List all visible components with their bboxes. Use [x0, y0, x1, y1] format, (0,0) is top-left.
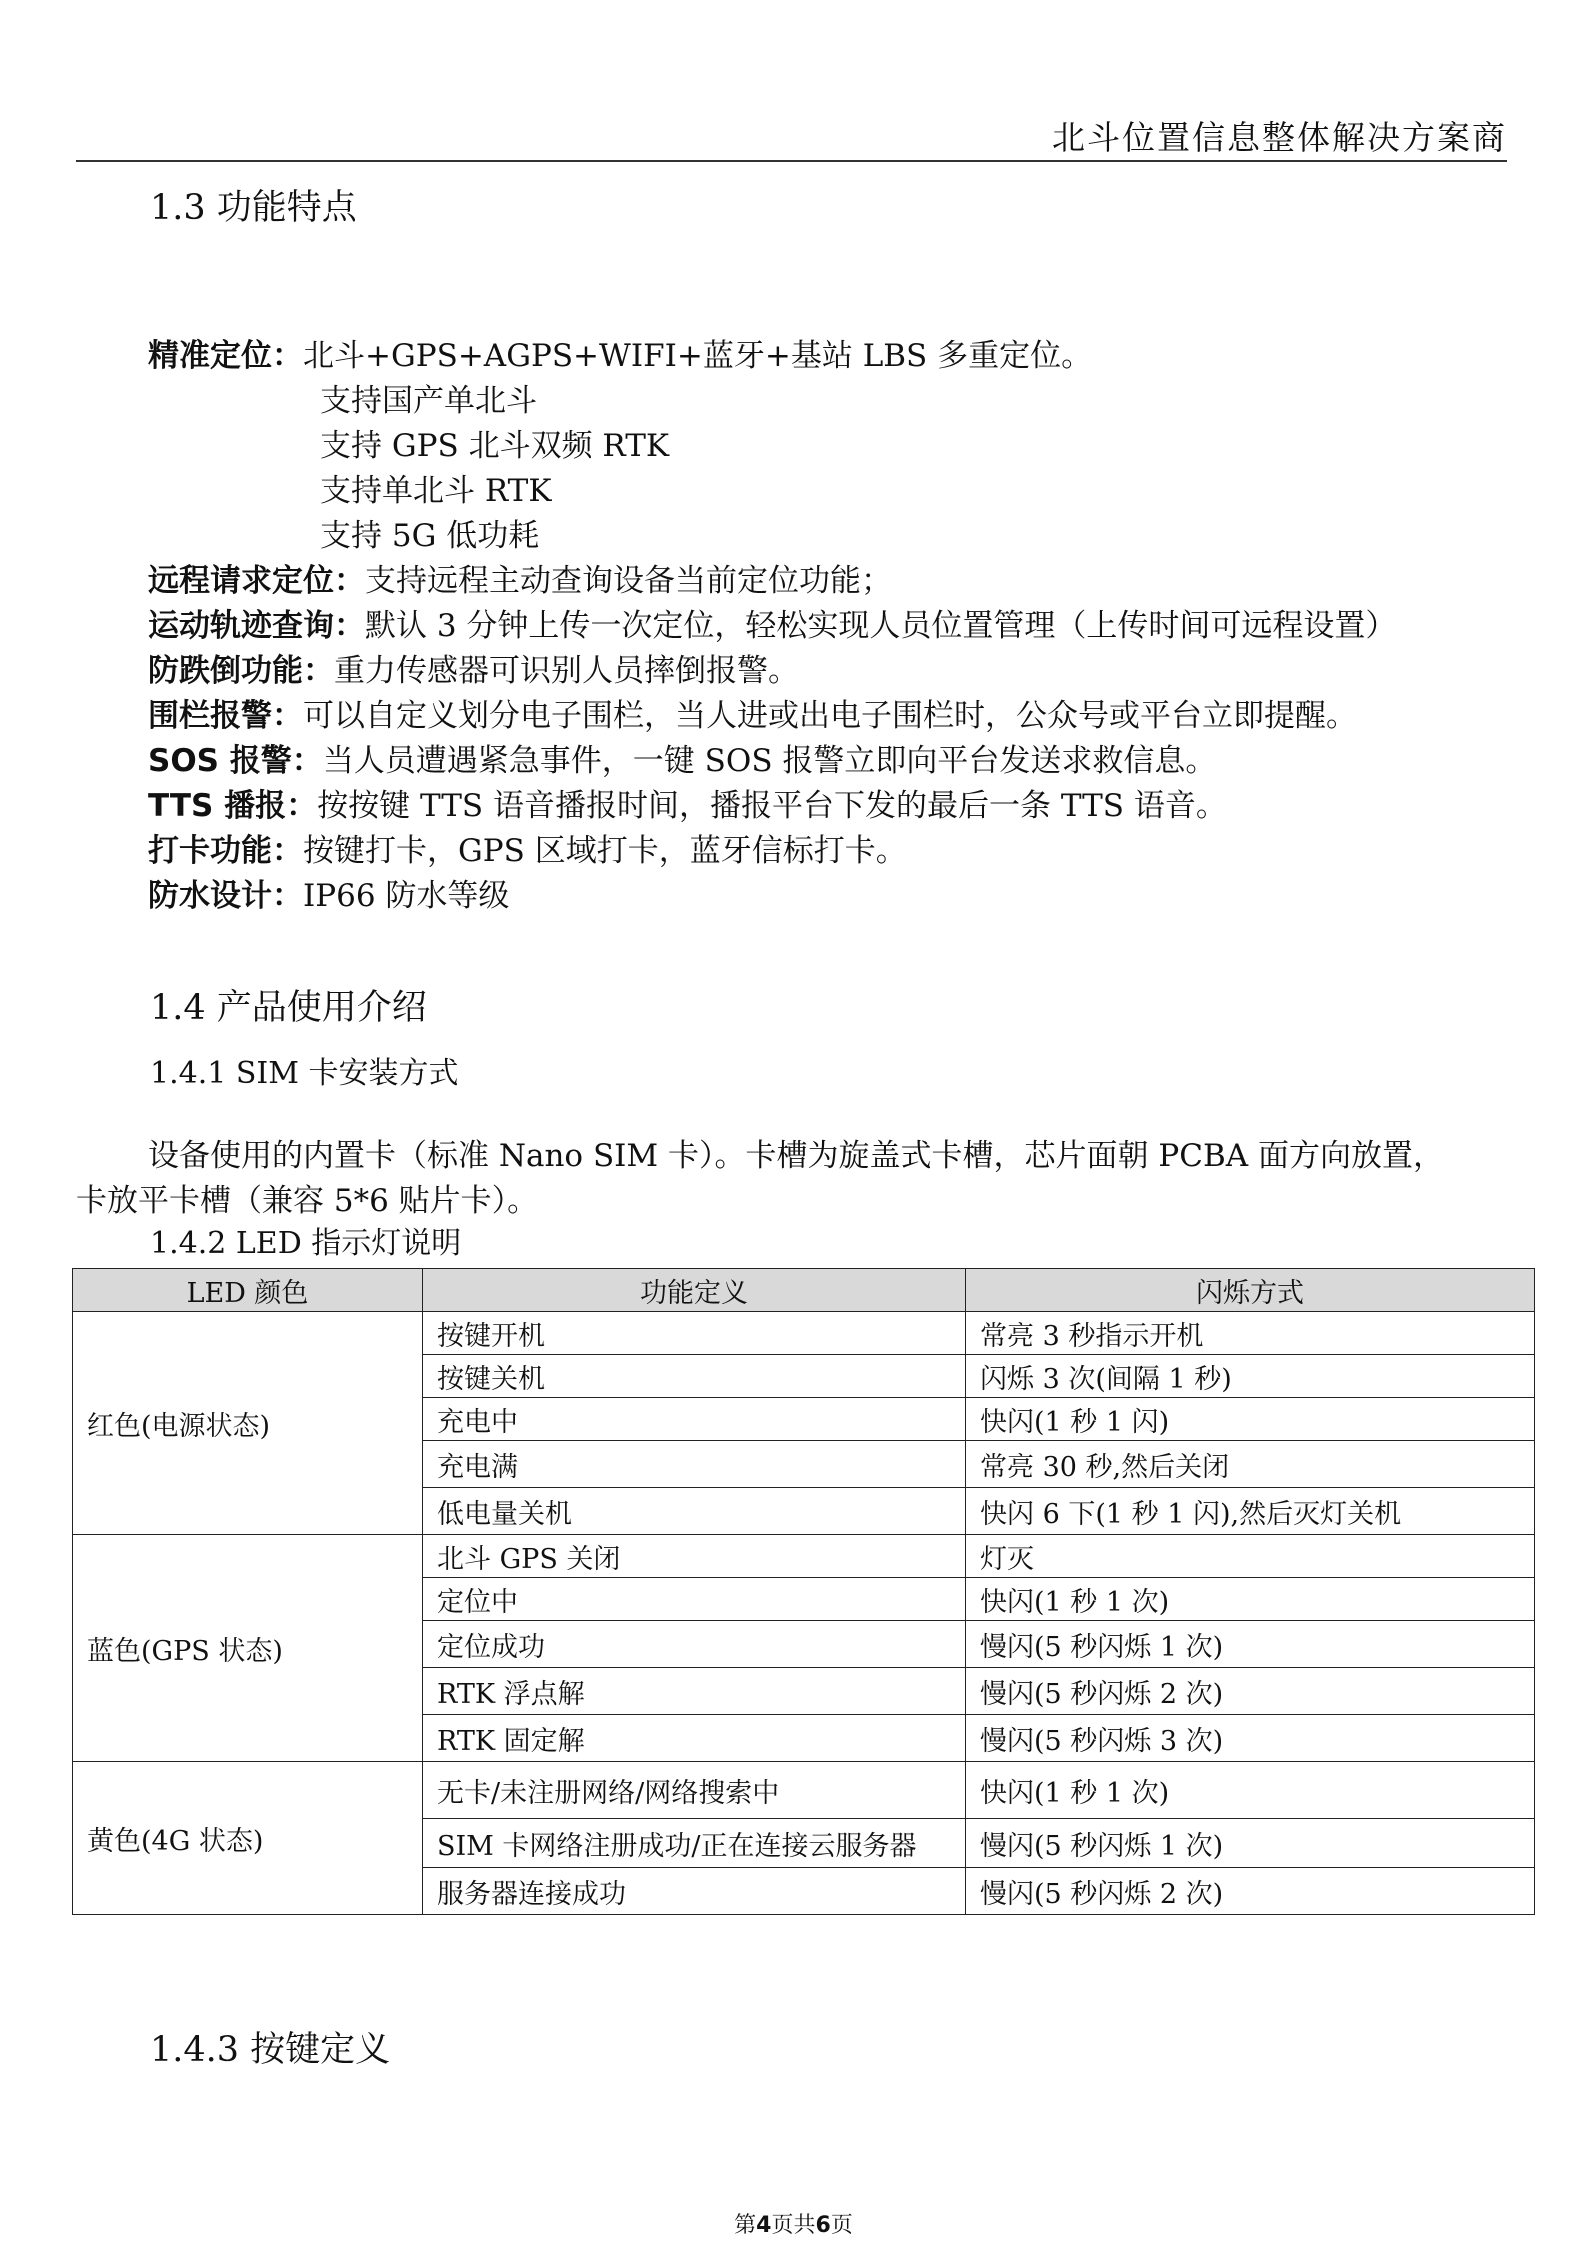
- function-cell: 充电满: [423, 1441, 966, 1488]
- blink-cell: 慢闪(5 秒闪烁 2 次): [966, 1668, 1535, 1715]
- function-cell: RTK 固定解: [423, 1715, 966, 1762]
- header-divider: [76, 160, 1507, 162]
- function-cell: 按键关机: [423, 1355, 966, 1398]
- blink-cell: 快闪 6 下(1 秒 1 闪),然后灭灯关机: [966, 1488, 1535, 1535]
- function-cell: 定位中: [423, 1578, 966, 1621]
- feature-geofence: [148, 690, 1357, 735]
- positioning-sub-item: 支持 5G 低功耗: [320, 518, 540, 554]
- footer-mid: 页共: [771, 2213, 816, 2238]
- footer-total-pages: 6: [815, 2213, 831, 2238]
- function-cell: RTK 浮点解: [423, 1668, 966, 1715]
- led-color-cell: 红色(电源状态): [73, 1312, 423, 1535]
- table-header-row: [73, 1269, 1535, 1312]
- blink-cell: 慢闪(5 秒闪烁 2 次): [966, 1868, 1535, 1915]
- sim-paragraph-line-2: 卡放平卡槽（兼容 5*6 贴片卡）。: [76, 1183, 539, 1219]
- positioning-sub-item: 支持单北斗 RTK: [320, 473, 552, 509]
- feature-fall-detection: [148, 645, 799, 690]
- feature-label: 围栏报警：: [148, 698, 303, 734]
- column-header: 闪烁方式: [966, 1269, 1535, 1312]
- function-cell: 按键开机: [423, 1312, 966, 1355]
- column-header: LED 颜色: [73, 1269, 423, 1312]
- feature-remote-request: [148, 555, 892, 600]
- feature-text: 按键打卡，GPS 区域打卡，蓝牙信标打卡。: [303, 833, 907, 869]
- positioning-sub-item: 支持 GPS 北斗双频 RTK: [320, 428, 670, 464]
- section-title-1-3: 1.3 功能特点: [150, 188, 357, 228]
- led-color-cell: 黄色(4G 状态): [73, 1762, 423, 1915]
- feature-text: 可以自定义划分电子围栏，当人进或出电子围栏时，公众号或平台立即提醒。: [303, 698, 1357, 734]
- feature-text: 默认 3 分钟上传一次定位，轻松实现人员位置管理（上传时间可远程设置）: [365, 608, 1397, 644]
- blink-cell: 闪烁 3 次(间隔 1 秒): [966, 1355, 1535, 1398]
- feature-text: 北斗+GPS+AGPS+WIFI+蓝牙+基站 LBS 多重定位。: [303, 338, 1093, 374]
- feature-label: 运动轨迹查询：: [148, 608, 365, 644]
- feature-label: 防水设计：: [148, 878, 303, 914]
- blink-cell: 快闪(1 秒 1 次): [966, 1762, 1535, 1819]
- feature-text: 支持远程主动查询设备当前定位功能；: [365, 563, 892, 599]
- feature-clock-in: [148, 825, 907, 870]
- feature-label: 精准定位：: [148, 338, 303, 374]
- feature-waterproof: [148, 870, 509, 915]
- blink-cell: 慢闪(5 秒闪烁 1 次): [966, 1621, 1535, 1668]
- table-row: [73, 1535, 1535, 1578]
- function-cell: 北斗 GPS 关闭: [423, 1535, 966, 1578]
- feature-label: TTS 播报：: [148, 788, 318, 824]
- blink-cell: 慢闪(5 秒闪烁 1 次): [966, 1819, 1535, 1868]
- feature-label: SOS 报警：: [148, 743, 323, 779]
- blink-cell: 常亮 30 秒,然后关闭: [966, 1441, 1535, 1488]
- feature-track-query: [148, 600, 1396, 645]
- function-cell: 充电中: [423, 1398, 966, 1441]
- section-title-1-4-2: 1.4.2 LED 指示灯说明: [150, 1226, 462, 1261]
- function-cell: 低电量关机: [423, 1488, 966, 1535]
- feature-sos: [148, 735, 1216, 780]
- footer-prefix: 第: [734, 2213, 757, 2238]
- feature-label: 打卡功能：: [148, 833, 303, 869]
- blink-cell: 慢闪(5 秒闪烁 3 次): [966, 1715, 1535, 1762]
- positioning-sub-item: 支持国产单北斗: [320, 383, 537, 419]
- section-title-1-4-3: 1.4.3 按键定义: [150, 2030, 391, 2070]
- feature-text: 按按键 TTS 语音播报时间，播报平台下发的最后一条 TTS 语音。: [317, 788, 1227, 824]
- function-cell: 无卡/未注册网络/网络搜索中: [423, 1762, 966, 1819]
- sim-paragraph-line-1: 设备使用的内置卡（标准 Nano SIM 卡）。卡槽为旋盖式卡槽，芯片面朝 PCBA 面方向放置，: [148, 1138, 1444, 1174]
- footer-suffix: 页: [830, 2213, 853, 2238]
- section-title-1-4-1: 1.4.1 SIM 卡安装方式: [150, 1056, 459, 1091]
- function-cell: 定位成功: [423, 1621, 966, 1668]
- function-cell: SIM 卡网络注册成功/正在连接云服务器: [423, 1819, 966, 1868]
- footer-page-number: 4: [756, 2213, 772, 2238]
- section-title-1-4: 1.4 产品使用介绍: [150, 988, 427, 1028]
- feature-text: 当人员遭遇紧急事件，一键 SOS 报警立即向平台发送求救信息。: [322, 743, 1217, 779]
- blink-cell: 灯灭: [966, 1535, 1535, 1578]
- page-footer: [0, 2208, 1587, 2239]
- feature-tts: [148, 780, 1227, 825]
- led-table: [72, 1268, 1535, 1915]
- led-color-cell: 蓝色(GPS 状态): [73, 1535, 423, 1762]
- blink-cell: 快闪(1 秒 1 闪): [966, 1398, 1535, 1441]
- feature-positioning: [148, 330, 1092, 375]
- feature-text: 重力传感器可识别人员摔倒报警。: [334, 653, 799, 689]
- feature-label: 远程请求定位：: [148, 563, 365, 599]
- column-header: 功能定义: [423, 1269, 966, 1312]
- feature-text: IP66 防水等级: [303, 878, 510, 914]
- table-row: [73, 1762, 1535, 1819]
- header-company: 北斗位置信息整体解决方案商: [1052, 118, 1507, 157]
- feature-label: 防跌倒功能：: [148, 653, 334, 689]
- blink-cell: 常亮 3 秒指示开机: [966, 1312, 1535, 1355]
- blink-cell: 快闪(1 秒 1 次): [966, 1578, 1535, 1621]
- function-cell: 服务器连接成功: [423, 1868, 966, 1915]
- table-row: [73, 1312, 1535, 1355]
